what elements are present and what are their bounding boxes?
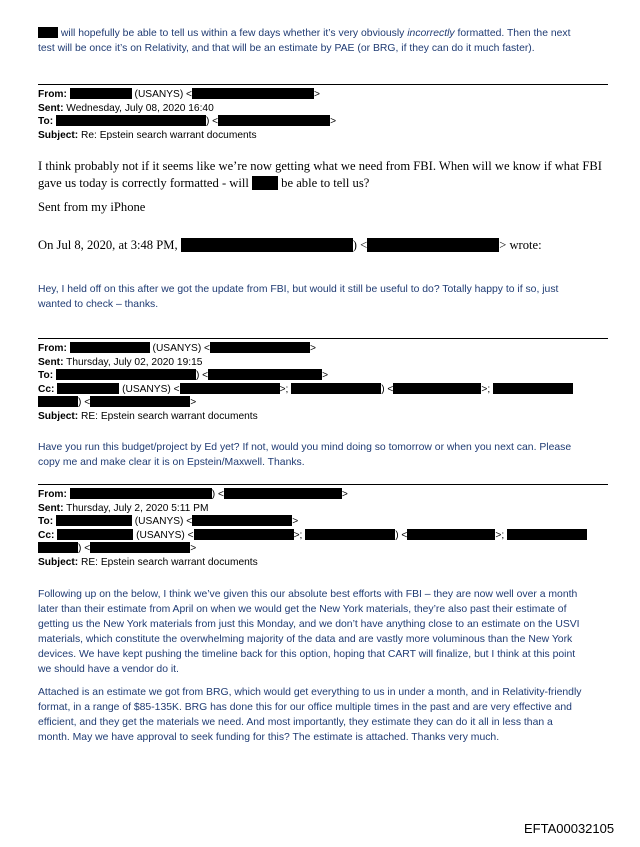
from-row: From: (USANYS) < > — [38, 89, 320, 100]
header-divider — [38, 338, 608, 339]
redaction — [38, 396, 78, 407]
redaction — [218, 115, 330, 126]
message-paragraph-2: Hey, I held off on this after we got the update from FBI, but would it still be useful to do? Totally happy to if so, just wanted to check – thanks. — [38, 284, 559, 310]
redaction — [194, 529, 294, 540]
redaction — [38, 27, 58, 38]
redaction — [57, 529, 133, 540]
cc-row: Cc: (USANYS) < >; ) < >; — [38, 529, 608, 543]
cc-row-continued: ) < > — [38, 396, 608, 410]
sent-row: Sent: Wednesday, July 08, 2020 16:40 — [38, 102, 214, 114]
quote-attribution: On Jul 8, 2020, at 3:48 PM, ) < > wrote: — [38, 238, 542, 252]
redaction — [208, 369, 322, 380]
redaction — [38, 542, 78, 553]
message-paragraph-5: Attached is an estimate we got from BRG, which would get everything to us in under a month, and in Relativity-friendly format, in a range of $85-135K. BRG has done this for our office multiple times in the past and are very effective and efficient, and they get the materials we need. And most importantly, they estimate they can do it all in less than a month. May we have approval to seek funding for this? The estimate is attached. Thanks very much. — [38, 687, 582, 743]
redaction — [305, 529, 395, 540]
redaction — [70, 88, 132, 99]
redaction — [367, 238, 499, 252]
reply-paragraph — [38, 158, 608, 192]
message-paragraph-3: Have you run this budget/project by Ed yet? If not, would you mind doing so tomorrow or when you next can. Please copy me and make clear it is on Epstein/Maxwell. Thanks. — [38, 442, 572, 468]
signature: Sent from my iPhone — [38, 200, 146, 214]
redaction — [493, 383, 573, 394]
redaction — [56, 515, 132, 526]
cc-row: Cc: (USANYS) < >; ) < >; — [38, 383, 608, 397]
redaction — [180, 383, 280, 394]
redaction — [70, 342, 150, 353]
cc-row-continued: ) < > — [38, 542, 608, 556]
from-row: From: (USANYS) < > — [38, 343, 316, 354]
redaction — [407, 529, 495, 540]
subject-row: Subject: RE: Epstein search warrant documents — [38, 556, 258, 568]
redaction — [70, 488, 212, 499]
reply-line-1: I think probably not if it seems like we’re now getting what we need from FBI. When will we know if what FBI — [38, 159, 602, 173]
redaction — [57, 383, 119, 394]
redaction — [181, 238, 353, 252]
redaction — [90, 542, 190, 553]
redaction — [90, 396, 190, 407]
redaction — [393, 383, 481, 394]
redaction — [224, 488, 342, 499]
sent-row: Sent: Thursday, July 02, 2020 19:15 — [38, 356, 203, 368]
sent-row: Sent: Thursday, July 2, 2020 5:11 PM — [38, 502, 209, 514]
redaction — [192, 88, 314, 99]
to-row: To: ) < > — [38, 370, 329, 382]
intro-line-2: test will be once it’s on Relativity, and that will be an estimate by PAE (or BRG, if they can do it much faster). — [38, 43, 535, 54]
redaction — [252, 176, 278, 190]
redaction — [210, 342, 310, 353]
header-divider — [38, 84, 608, 85]
header-divider — [38, 484, 608, 485]
intro-line-1: will hopefully be able to tell us within a few days whether it’s very obviously incorrectly formatted. Then the next — [38, 26, 608, 41]
redaction — [56, 115, 206, 126]
redaction — [291, 383, 381, 394]
subject-row: Subject: Re: Epstein search warrant documents — [38, 129, 257, 141]
reply-line-2: gave us today is correctly formatted - will be able to tell us? — [38, 176, 370, 190]
email-header-1 — [38, 88, 608, 142]
email-header-3 — [38, 488, 608, 570]
intro-paragraph — [38, 26, 608, 56]
to-row: To: (USANYS) < > — [38, 516, 299, 528]
to-row: To: ) < > — [38, 116, 337, 128]
redaction — [56, 369, 196, 380]
redaction — [507, 529, 587, 540]
message-paragraph-4: Following up on the below, I think we’ve given this our absolute best efforts with FBI – they are now well over a month later than their estimate from April on when we would get the New York materials, they’re also past their estimate of getting us the New York materials from just this Monday, and we don’t have anything close to an estimate on the USVI materials, which constitute the overwhelming majority of the data and are vastly more voluminous than the New York devices. We have kept pushing the timeline back for this option, hoping that CART will finalize, but I think at this point we should have a vendor do it. — [38, 589, 580, 675]
email-header-2 — [38, 342, 608, 424]
document-id: EFTA00032105 — [524, 821, 615, 836]
from-row: From: ) < > — [38, 489, 348, 500]
subject-row: Subject: RE: Epstein search warrant documents — [38, 410, 258, 422]
emphasis-text: incorrectly — [407, 28, 455, 39]
redaction — [192, 515, 292, 526]
